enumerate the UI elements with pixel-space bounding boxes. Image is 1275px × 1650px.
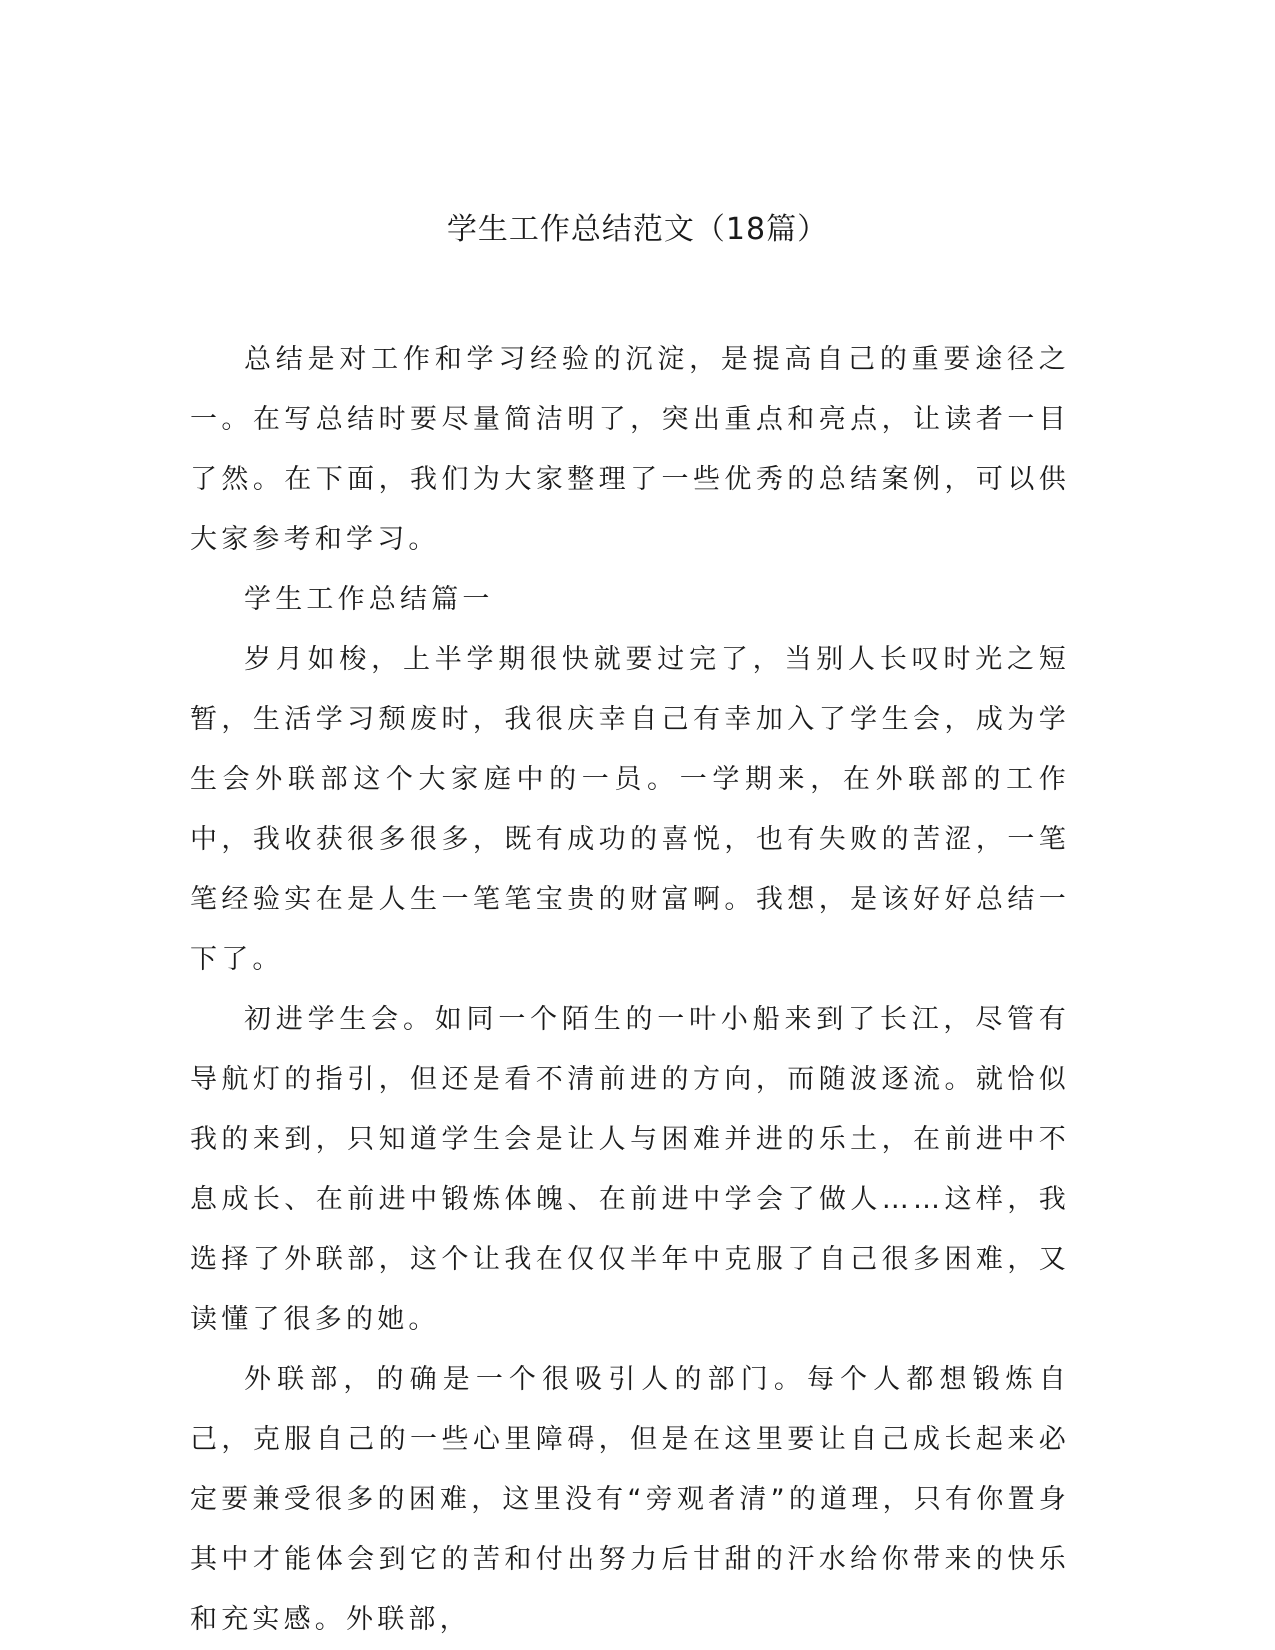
document-title: 学生工作总结范文（18篇） bbox=[446, 212, 829, 247]
body-paragraph: 岁月如梭，上半学期很快就要过完了，当别人长叹时光之短暂，生活学习颓废时，我很庆幸自己有幸加入了学生会，成为学生会外联部这个大家庭中的一员。一学期来，在外联部的工作中，我收获很多很多，既有成功的喜悦，也有失败的苦涩，一笔笔经验实在是人生一笔笔宝贵的财富啊。我想，是该好好总结一下了。 bbox=[190, 644, 1070, 975]
section-heading: 学生工作总结篇一 bbox=[244, 584, 494, 615]
body-paragraph: 外联部，的确是一个很吸引人的部门。每个人都想锻炼自己，克服自己的一些心里障碍，但是在这里要让自己成长起来必定要兼受很多的困难，这里没有“旁观者清”的道理，只有你置身其中才能体会到它的苦和付出努力后甘甜的汗水给你带来的快乐和充实感。外联部， bbox=[190, 1364, 1070, 1635]
body-paragraph: 初进学生会。如同一个陌生的一叶小船来到了长江，尽管有导航灯的指引，但还是看不清前进的方向，而随波逐流。就恰似我的来到，只知道学生会是让人与困难并进的乐土，在前进中不息成长、在前进中锻炼体魄、在前进中学会了做人……这样，我选择了外联部，这个让我在仅仅半年中克服了自己很多困难，又读懂了很多的她。 bbox=[190, 1004, 1070, 1335]
document-body bbox=[190, 330, 1070, 1650]
intro-paragraph: 总结是对工作和学习经验的沉淀，是提高自己的重要途径之一。在写总结时要尽量简洁明了，突出重点和亮点，让读者一目了然。在下面，我们为大家整理了一些优秀的总结案例，可以供大家参考和学习。 bbox=[190, 344, 1070, 555]
